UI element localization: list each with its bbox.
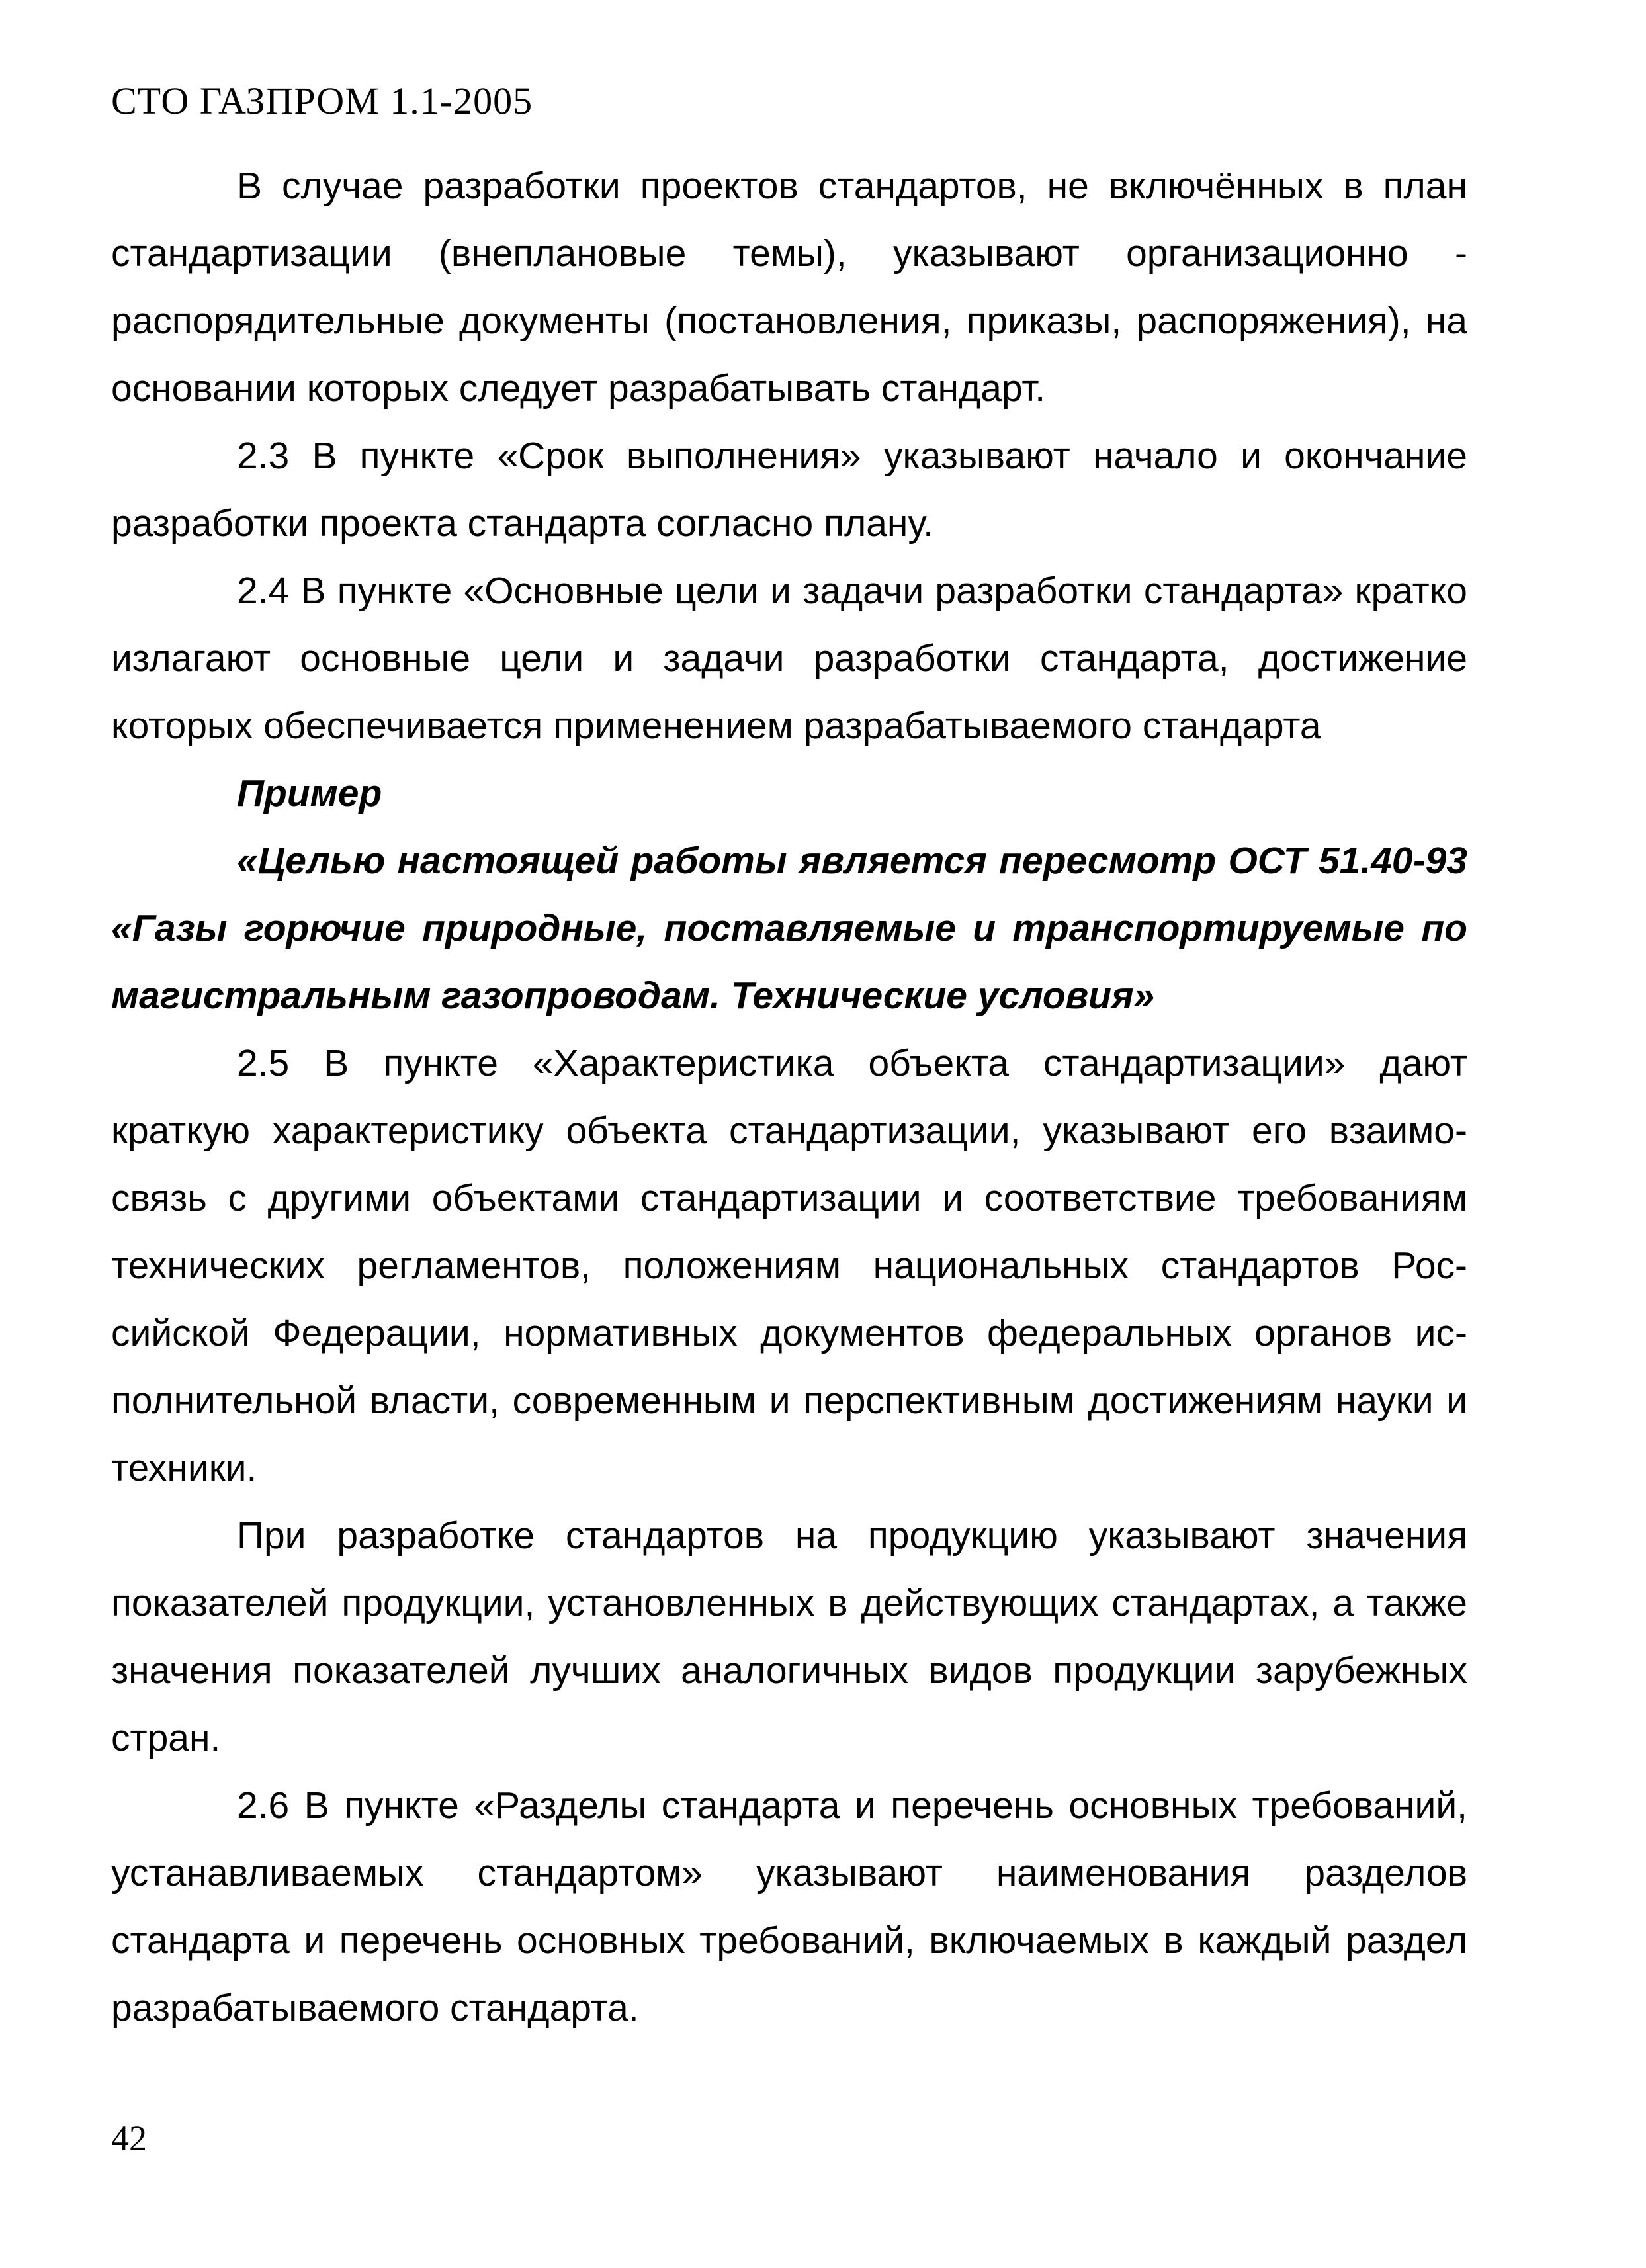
paragraph-2-6: 2.6 В пункте «Разделы стандарта и перечень основных требований, устанавливаемых стандартом» указывают наименования разделов стандарта и перечень основных требований, включаемых в каждый раздел разрабатываемого стандарта. bbox=[111, 1784, 1467, 2029]
paragraph-2-3: 2.3 В пункте «Срок выполнения» указывают начало и окончание разработки проекта стандарта согласно плану. bbox=[111, 435, 1467, 545]
paragraph-unplanned-topics: В случае разработки проектов стандартов, не включённых в план стандартизации (внеплановые темы), указывают организационно - распорядительные документы (постановления, приказы, распоряжения), на основании которых следует разрабатывать стандарт. bbox=[111, 165, 1467, 410]
paragraph-product-standards: При разработке стандартов на продукцию указывают значения показателей продукции, установленных в действующих стандартах, а также значения показателей лучших аналогичных видов продукции зарубежных стран. bbox=[111, 1514, 1467, 1759]
page-number: 42 bbox=[111, 2118, 147, 2158]
paragraph-2-4: 2.4 В пункте «Основные цели и задачи разработки стандарта» кратко излагают основные цели и задачи разработки стандарта, достижение которых обеспечивается применением разрабатываемого стандарта bbox=[111, 570, 1467, 747]
example-label: Пример bbox=[237, 772, 382, 814]
document-body bbox=[111, 152, 1467, 2042]
document-header: СТО ГАЗПРОМ 1.1-2005 bbox=[111, 79, 533, 122]
example-text: «Целью настоящей работы является пересмотр ОСТ 51.40-93 «Газы горючие природные, поставляемые и транспортируемые по магистральным газопроводам. Технические условия» bbox=[111, 840, 1467, 1017]
paragraph-2-5: 2.5 В пункте «Характеристика объекта стандартизации» дают краткую характеристику объекта стандартизации, указывают его взаимосвязь с другими объектами стандартизации и соответствие требованиям технических регламентов, положениям национальных стандартов Российской Федерации, нормативных документов федеральных органов исполнительной власти, современным и перспективным достижениям науки и техники. bbox=[111, 1042, 1467, 1489]
